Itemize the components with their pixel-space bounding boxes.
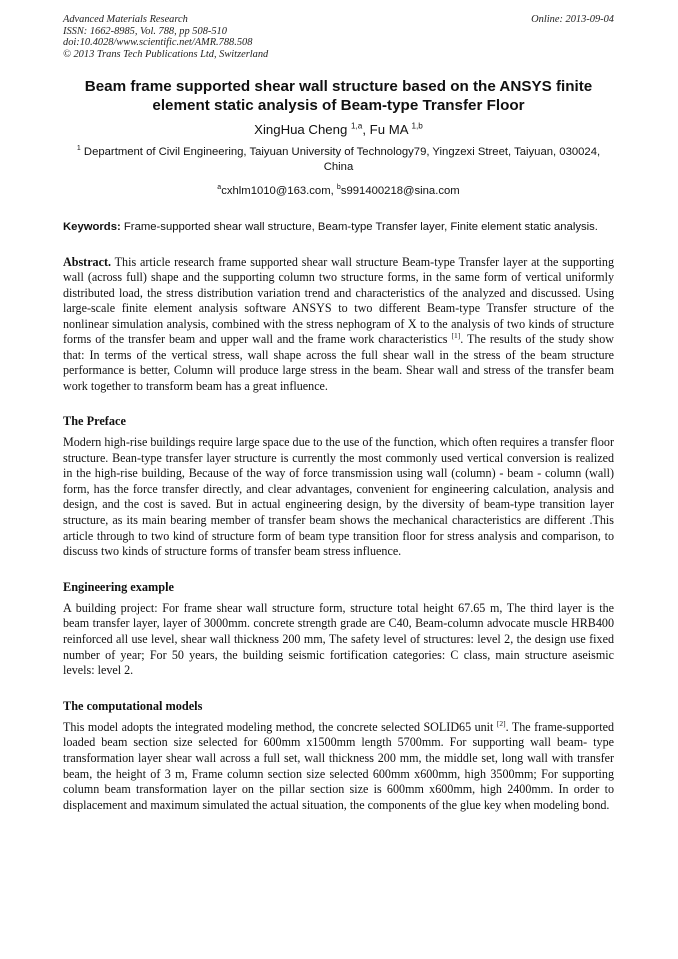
affiliation-sup: 1 bbox=[76, 145, 81, 153]
section-heading-engineering-example: Engineering example bbox=[63, 579, 175, 594]
paper-page bbox=[63, 14, 614, 813]
doi-line: doi:10.4028/www.scientific.net/AMR.788.508 bbox=[63, 37, 253, 48]
author-line bbox=[63, 122, 614, 138]
email-line bbox=[63, 184, 614, 198]
email-separator: , bbox=[330, 185, 337, 197]
section-heading-preface: The Preface bbox=[63, 414, 126, 428]
section-heading-computational-models: The computational models bbox=[63, 698, 203, 713]
section-body-computational-models bbox=[63, 720, 614, 814]
keywords bbox=[63, 220, 614, 235]
abstract-citation: [1] bbox=[451, 330, 461, 340]
section-body-engineering-example: A building project: For frame shear wall structure form, structure total height 67.65 m, The third layer is the beam transfer layer, layer of 3000mm. concrete strength grade are C40, Beam-column advocate muscle HRB400 reinforced all use level, shear wall thickness 200 mm, The safety level of structures: level 2, the design use fixed number of year; For 50 years, the building seismic fortification categories: C class, main structure aseismic levels: level 2. bbox=[63, 600, 614, 678]
journal-name: Advanced Materials Research bbox=[63, 14, 188, 25]
abstract-text-1: This article research frame supported shear wall structure Beam-type Transfer layer at the supporting wall (across full) shape and the supporting column two structure forms, in the same form of vertical uniformly distributed load, the stress distribution variation trend and characteristics of the analyzed and discussed. Using large-scale finite element analysis software ANSYS to two different Beam-type Transfer structure of the nonlinear simulation analysis, combined with the stress nephogram of X to the analysis of two kinds of structure forms of the transfer beam and upper wall and the frame work characteristics bbox=[63, 254, 614, 346]
author-2-sup: 1,b bbox=[411, 121, 423, 131]
abstract-text-2: . The results of the study show that: In terms of the vertical stress, wall shape across the full shear wall in the stress of the beam structure performance is better, Column will produce large stress in the beam. Shear wall and stress of the transfer beam work together to transform beam has a great influence. bbox=[63, 332, 614, 393]
keywords-label: Keywords: bbox=[63, 221, 121, 233]
online-date: Online: 2013-09-04 bbox=[531, 14, 614, 25]
models-citation: [2] bbox=[496, 718, 506, 728]
issn-line: ISSN: 1662-8985, Vol. 788, pp 508-510 bbox=[63, 25, 227, 37]
paper-title: Beam frame supported shear wall structure based on the ANSYS finite element static analysis of Beam-type Transfer Floor bbox=[84, 78, 593, 114]
email-a-sup: a bbox=[217, 184, 222, 192]
author-1-name: XingHua Cheng bbox=[254, 122, 351, 137]
abstract bbox=[63, 255, 614, 395]
affiliation-text: Department of Civil Engineering, Taiyuan University of Technology79, Yingzexi Street, Taiyuan, 030024, China bbox=[80, 146, 601, 173]
models-text-1: This model adopts the integrated modeling method, the concrete selected SOLID65 unit bbox=[63, 719, 497, 734]
author-2-name: Fu MA bbox=[369, 122, 412, 137]
email-b-sup: b bbox=[336, 184, 341, 192]
journal-header bbox=[63, 14, 614, 60]
abstract-label: Abstract. bbox=[63, 254, 112, 269]
email-a: cxhlm1010@163.com bbox=[221, 185, 331, 197]
email-b: s991400218@sina.com bbox=[340, 185, 460, 197]
section-body-preface: Modern high-rise buildings require large space due to the use of the function, which often requires a transfer floor structure. Bean-type transfer layer structure is currently the most commonly used vertical conversion is realized in the high-rise building, Because of the way of force transmission using wall (column) - beam - column (wall) form, has the force transfer directly, and clear advantages, convenient for engineering calculation, analysis and design, and the cost is saved. But in actual engineering design, by the diversity of beam-type transition layer structure, as its main bearing member of transfer beam shows the mechanical characteristics are different .This article through to two kind of structure form of beam type transition floor for stress analysis and comparison, to discuss two kinds of structure forms of transfer beam stress influence. bbox=[63, 435, 614, 559]
copyright-line: © 2013 Trans Tech Publications Ltd, Switzerland bbox=[63, 48, 269, 60]
affiliation bbox=[63, 145, 614, 175]
models-text-2: . The frame-supported loaded beam section size selected for 600mm x1500mm length 5700mm. For supporting wall beam- type transformation layer shear wall across a full set, wall thickness 200 mm, the middle set, long wall with transfer beam, the height of 3 m, Frame column section size selected 600mm x600mm, high 3500mm; For supporting column beam transformation layer on the pillar section size is 600mm x600mm, high 2400mm. In order to displacement and maximum simulated the actual situation, the components of the glue key when modeling bond. bbox=[63, 719, 614, 812]
author-separator: , bbox=[362, 122, 370, 137]
keywords-text: Frame-supported shear wall structure, Beam-type Transfer layer, Finite element static analysis. bbox=[120, 221, 598, 233]
author-1-sup: 1,a bbox=[350, 121, 363, 131]
